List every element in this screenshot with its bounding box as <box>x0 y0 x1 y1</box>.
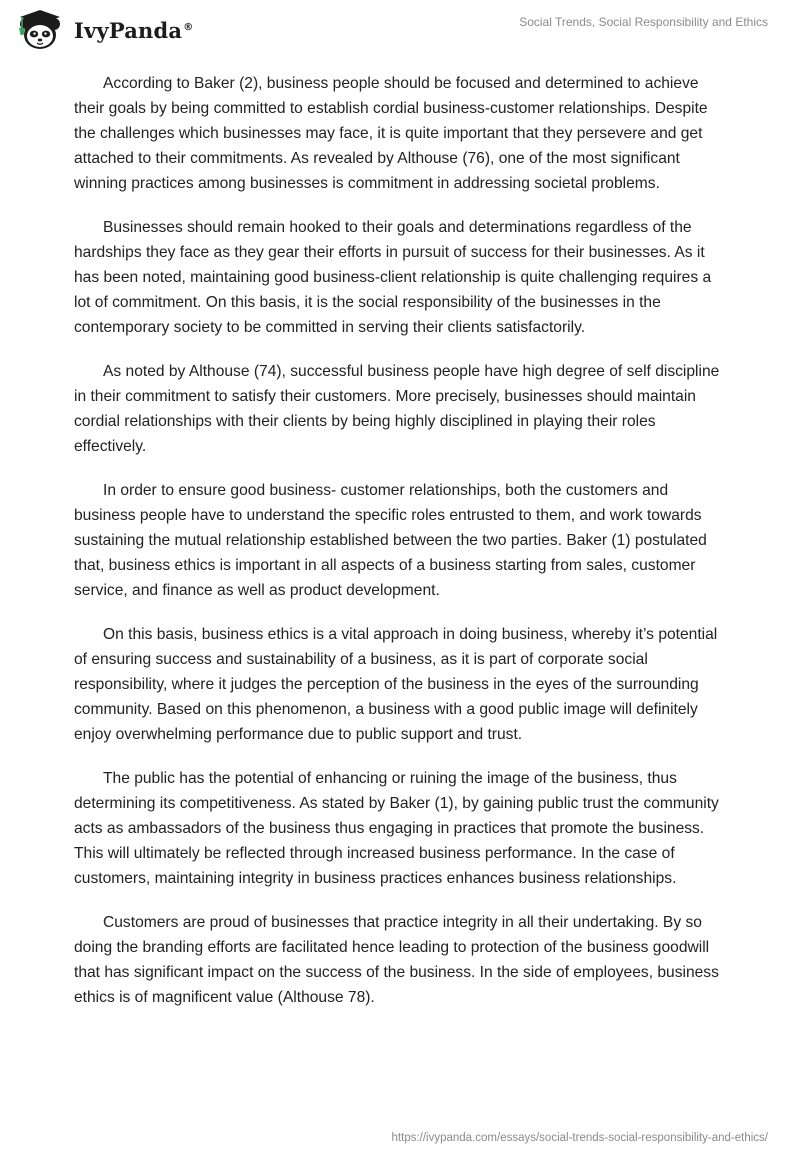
source-url[interactable]: https://ivypanda.com/essays/social-trends-social-responsibility-and-ethics/ <box>391 1132 768 1144</box>
paragraph-2: Businesses should remain hooked to their goals and determinations regardless of the hardships they face as they gear their efforts in pursuit of success for their businesses. As it has been noted, maintaining good business-client relationship is quite challenging requires a lot of commitment. On this basis, it is the social responsibility of the businesses in the contemporary society to be committed in serving their clients satisfactorily. <box>74 219 712 336</box>
paragraph-4: In order to ensure good business- customer relationships, both the customers and business people have to understand the specific roles entrusted to them, and work towards sustaining the mutual relationship established between the two parties. Baker (1) postulated that, business ethics is important in all aspects of a business starting from sales, customer service, and finance as well as product development. <box>74 482 707 599</box>
page-header <box>0 0 800 60</box>
paragraph-6: The public has the potential of enhancing or ruining the image of the business, thus determining its competitiveness. As stated by Baker (1), by gaining public trust the community acts as ambassadors of the business thus engaging in practices that promote the business. This will ultimately be reflected through increased business performance. In the case of customers, maintaining integrity in business practices enhances business relationships. <box>74 770 719 887</box>
paragraph-3: As noted by Althouse (74), successful business people have high degree of self discipline in their commitment to satisfy their customers. More precisely, businesses should maintain cordial relationships with their clients by being highly disciplined in playing their roles effectively. <box>74 363 720 455</box>
ivypanda-logo[interactable] <box>14 8 193 52</box>
paragraph-1: According to Baker (2), business people should be focused and determined to achieve their goals by being committed to establish cordial business-customer relationships. Despite the challenges which businesses may face, it is quite important that they persevere and get attached to their commitments. As revealed by Althouse (76), one of the most significant winning practices among businesses is commitment in addressing societal problems. <box>74 75 708 192</box>
registered-mark: ® <box>183 21 194 33</box>
logo-text <box>74 18 193 43</box>
running-title: Social Trends, Social Responsibility and Ethics <box>519 15 768 29</box>
logo-wordmark: IvyPanda <box>74 17 183 43</box>
panda-graduation-cap-icon <box>14 8 66 52</box>
essay-body <box>74 71 730 1029</box>
paragraph-5: On this basis, business ethics is a vital approach in doing business, whereby it’s potential of ensuring success and sustainability of a business, as it is part of corporate social responsibility, where it judges the perception of the business in the eyes of the surrounding community. Based on this phenomenon, a business with a good public image will definitely enjoy overwhelming performance due to public support and trust. <box>74 626 718 743</box>
paragraph-7: Customers are proud of businesses that practice integrity in all their undertaking. By so doing the branding efforts are facilitated hence leading to protection of the business goodwill that has significant impact on the success of the business. In the side of employees, business ethics is of magnificent value (Althouse 78). <box>74 914 719 1006</box>
